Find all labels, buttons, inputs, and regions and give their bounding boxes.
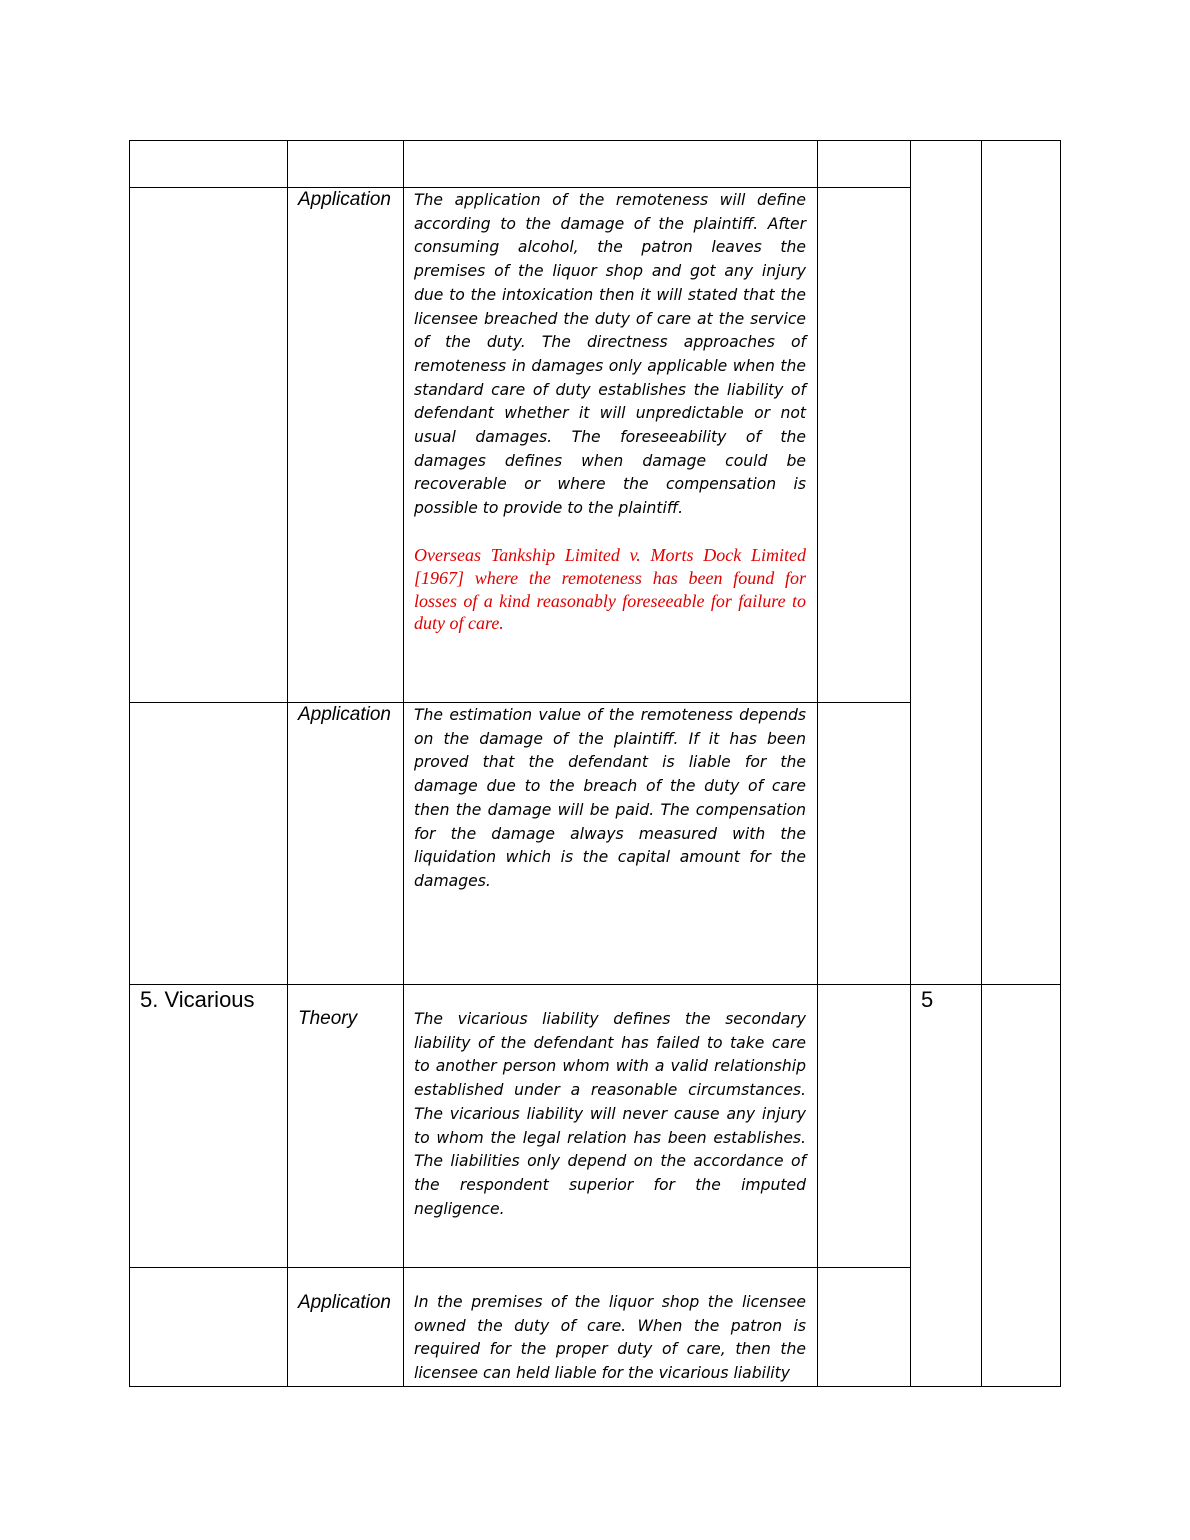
table-border-right — [1060, 140, 1061, 1387]
table-border-top — [129, 140, 1061, 141]
content-paragraph: The application of the remoteness will define according to the damage of the plaintiff. After consuming alcohol, the patron leaves the premises of the liquor shop and got any injury due to the intoxication then it will stated that the licensee breached the duty of care at the service of the duty. The directness approaches of remoteness in damages only applicable when the standard care of duty establishes the liability of defendant whether it will unpredictable or not usual damages. The foreseeability of the damages defines when damage could be recoverable or where the compensation is possible to provide to the plaintiff. — [414, 191, 806, 518]
table-border-bottom — [129, 1386, 1061, 1387]
content-paragraph: The estimation value of the remoteness depends on the damage of the plaintiff. If it has been proved that the defendant is liable for the damage due to the breach of the duty of care then the damage will be paid. The compensation for the damage always measured with the liquidation which is the capital amount for the damages. — [414, 706, 806, 890]
mark-value: 5 — [921, 987, 934, 1012]
case-reference: Overseas Tankship Limited v. Morts Dock Limited [1967] where the remoteness has been found for losses of a kind reasonably foreseeable for failure to duty of care. — [414, 545, 806, 634]
table-border-left — [129, 140, 130, 1387]
column-divider — [817, 140, 818, 1387]
section-label: Theory — [298, 1008, 358, 1029]
row-divider — [129, 984, 1061, 985]
section-label: Application — [298, 1292, 391, 1313]
column-divider — [910, 140, 911, 1387]
row-divider — [129, 1267, 911, 1268]
section-label: Application — [298, 189, 391, 210]
column-divider — [403, 140, 404, 1387]
content-paragraph: In the premises of the liquor shop the licensee owned the duty of care. When the patron is required for the proper duty of care, then the licensee can held liable for the vicarious liability — [414, 1293, 806, 1383]
section-label: Application — [298, 704, 391, 725]
column-divider — [981, 140, 982, 1387]
row-divider — [129, 702, 911, 703]
content-paragraph: The vicarious liability defines the secondary liability of the defendant has failed to take care to another person whom with a valid relationship established under a reasonable circumstances. The vicarious liability will never cause any injury to whom the legal relation has been establishes. The liabilities only depend on the accordance of the respondent superior for the imputed negligence. — [414, 1010, 806, 1218]
criterion-label: 5. Vicarious — [140, 987, 255, 1012]
row-divider — [129, 187, 911, 188]
column-divider — [287, 140, 288, 1387]
